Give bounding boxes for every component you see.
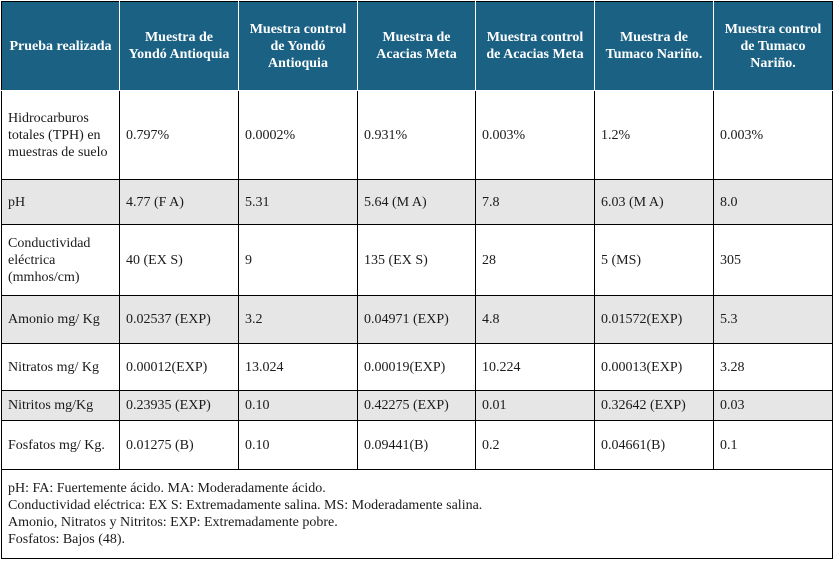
table-row-fosfatos <box>2 421 833 470</box>
header-muestra-yondo: Muestra de Yondó Antioquia <box>120 2 239 91</box>
table-row-nitratos <box>2 344 833 391</box>
table-cell: 5 (MS) <box>595 225 714 296</box>
row-label: pH <box>2 180 120 225</box>
table-cell: 0.02537 (EXP) <box>120 296 239 344</box>
table-cell: 0.04971 (EXP) <box>358 296 476 344</box>
table-cell: 4.8 <box>476 296 595 344</box>
table-cell: 0.00019(EXP) <box>358 344 476 391</box>
table-cell: 0.01275 (B) <box>120 421 239 470</box>
table-row-conductividad <box>2 225 833 296</box>
table-row-nitritos <box>2 391 833 421</box>
table-cell: 0.2 <box>476 421 595 470</box>
row-label: Nitratos mg/ Kg <box>2 344 120 391</box>
table-cell: 0.931% <box>358 91 476 180</box>
table-cell: 5.3 <box>714 296 833 344</box>
table-cell: 0.00013(EXP) <box>595 344 714 391</box>
table-cell: 0.003% <box>714 91 833 180</box>
notes-row <box>2 470 833 559</box>
table-row-amonio <box>2 296 833 344</box>
soil-test-results-table <box>1 1 833 559</box>
results-table-container <box>1 1 832 565</box>
table-cell: 1.2% <box>595 91 714 180</box>
table-cell: 0.09441(B) <box>358 421 476 470</box>
table-cell: 3.28 <box>714 344 833 391</box>
footnote-nutrientes: Amonio, Nitratos y Nitritos: EXP: Extremadamente pobre. <box>8 515 338 530</box>
table-cell: 7.8 <box>476 180 595 225</box>
table-cell: 0.003% <box>476 91 595 180</box>
table-cell: 0.00012(EXP) <box>120 344 239 391</box>
table-cell: 6.03 (M A) <box>595 180 714 225</box>
table-cell: 0.797% <box>120 91 239 180</box>
header-row <box>2 2 833 91</box>
row-label: Amonio mg/ Kg <box>2 296 120 344</box>
footnote-ph: pH: FA: Fuertemente ácido. MA: Moderadamente ácido. <box>8 481 326 496</box>
table-cell: 0.23935 (EXP) <box>120 391 239 421</box>
header-muestra-tumaco: Muestra de Tumaco Nariño. <box>595 2 714 91</box>
table-row-ph <box>2 180 833 225</box>
table-cell: 135 (EX S) <box>358 225 476 296</box>
footnote-fosfatos: Fosfatos: Bajos (48). <box>8 532 126 547</box>
table-cell: 0.42275 (EXP) <box>358 391 476 421</box>
row-label: Hidrocarburos totales (TPH) en muestras de suelo <box>2 91 120 180</box>
table-cell: 40 (EX S) <box>120 225 239 296</box>
header-control-yondo: Muestra control de Yondó Antioquia <box>239 2 358 91</box>
table-cell: 0.01 <box>476 391 595 421</box>
header-muestra-acacias: Muestra de Acacias Meta <box>358 2 476 91</box>
footnote-conductividad: Conductividad eléctrica: EX S: Extremadamente salina. MS: Moderadamente salina. <box>8 498 483 513</box>
table-cell: 0.32642 (EXP) <box>595 391 714 421</box>
table-cell: 0.0002% <box>239 91 358 180</box>
table-cell: 0.10 <box>239 421 358 470</box>
row-label: Nitritos mg/Kg <box>2 391 120 421</box>
table-cell: 0.03 <box>714 391 833 421</box>
row-label: Fosfatos mg/ Kg. <box>2 421 120 470</box>
table-cell: 0.04661(B) <box>595 421 714 470</box>
table-cell: 5.31 <box>239 180 358 225</box>
table-footnotes <box>2 470 833 559</box>
table-row-tph <box>2 91 833 180</box>
table-cell: 0.1 <box>714 421 833 470</box>
table-cell: 10.224 <box>476 344 595 391</box>
table-cell: 3.2 <box>239 296 358 344</box>
row-label: Conductividad eléctrica (mmhos/cm) <box>2 225 120 296</box>
table-cell: 4.77 (F A) <box>120 180 239 225</box>
table-cell: 0.10 <box>239 391 358 421</box>
header-control-tumaco: Muestra control de Tumaco Nariño. <box>714 2 833 91</box>
table-cell: 0.01572(EXP) <box>595 296 714 344</box>
table-cell: 28 <box>476 225 595 296</box>
table-cell: 5.64 (M A) <box>358 180 476 225</box>
header-control-acacias: Muestra control de Acacias Meta <box>476 2 595 91</box>
table-cell: 13.024 <box>239 344 358 391</box>
header-prueba-realizada: Prueba realizada <box>2 2 120 91</box>
table-cell: 9 <box>239 225 358 296</box>
table-cell: 8.0 <box>714 180 833 225</box>
table-cell: 305 <box>714 225 833 296</box>
